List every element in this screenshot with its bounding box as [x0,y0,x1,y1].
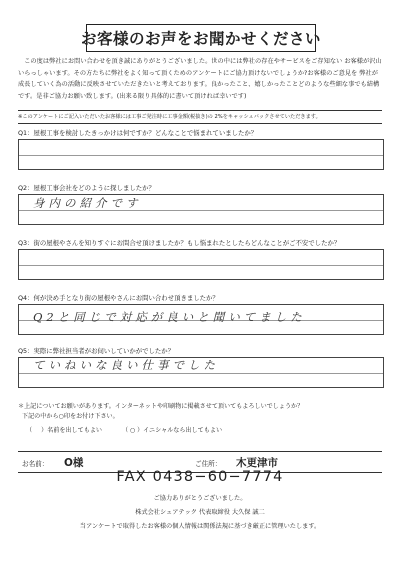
option-initial-mark: ○ [129,427,136,434]
privacy-note: 当アンケートで取得したお客様の個人情報は関係法規に基づき厳正に管理いたします。 [79,523,321,530]
fax-number: FAX 0438−60−7774 [116,469,284,485]
question-3-label: Q3：街の屋根やさんを知りすぐにお問合せ頂けましたか？もし悩まれたとしたらどんなことがご不安でしたか？ [18,239,341,247]
intro-paragraph: この度は弊社にお問い合わせを頂き誠にありがとうございました。世の中には弊社の存在やサービスをご存知ない お客様が沢山いらっしゃいます。その方たちに弊社をよく知って頂くためのアンケートにご協力頂けないでしょうか?お客様のご意見を 弊社が成長していく為の活動に反映させていただきたいと考えております。良かったこと、嬉しかったことどのような些細な事でも結構です。是非ご協力お願い致します。(出来る限り具体的に書いて頂ければ幸いです) [18,58,382,100]
publish-instruction: 下記の中から○印をお付け下さい。 [22,413,119,420]
answer-divider [19,155,383,156]
answer-divider [19,265,383,266]
option-name-consent[interactable] [26,425,102,434]
question-4-label: Q4：何が決め手となり街の屋根やさんにお問い合わせ頂きましたか？ [18,294,219,302]
option-name-text: ）名前を出してもよい [41,427,103,434]
question-4-answer-box[interactable] [18,304,384,335]
question-5-answer-box[interactable] [18,357,384,388]
question-1-label: Q1：屋根工事を検討したきっかけは何ですか？どんなことで悩まれていましたか？ [18,129,258,137]
name-label: お名前： [22,460,49,468]
name-value: O様 [64,457,84,469]
question-1-answer-box[interactable] [18,139,384,170]
company-signature: 株式会社シェアテック 代表取締役 大久保 誠二 [135,509,265,516]
option-initial-consent[interactable] [122,425,222,434]
address-label: ご住所： [195,460,222,468]
option-open-paren: （ [122,427,129,434]
question-2-label: Q2：屋根工事会社をどのように探しましたか？ [18,184,155,192]
option-open-paren: （ [26,427,33,434]
question-5-label: Q5：実際に弊社担当者がお伺いしていかがでしたか？ [18,347,175,355]
address-value: 木更津市 [236,457,278,469]
option-initial-text: ）イニシャルなら出してもよい [137,427,223,434]
question-5-answer: ていねいな良い仕事でした [33,358,219,372]
question-4-answer: Q2と同じで対応が良いと聞いてました [33,310,306,324]
question-3-answer-box[interactable] [18,249,384,280]
publish-note: ＊上記についてお願いがあります。インターネットや印刷物に掲載させて頂いてもよろしいでしょうか？ [18,403,304,410]
page-title: お客様のお声をお聞かせください [86,24,316,52]
question-2-answer-box[interactable] [18,194,384,225]
intro-text [18,56,382,102]
cashback-note: ※このアンケートにご記入いただいたお客様には工事ご発注時に工事金額(税抜き)の 2%をキャッシュバックさせていただきます。 [18,110,382,124]
question-2-answer: 身内の紹介です [33,196,142,210]
thanks-message: ご協力ありがとうございました。 [153,495,247,502]
